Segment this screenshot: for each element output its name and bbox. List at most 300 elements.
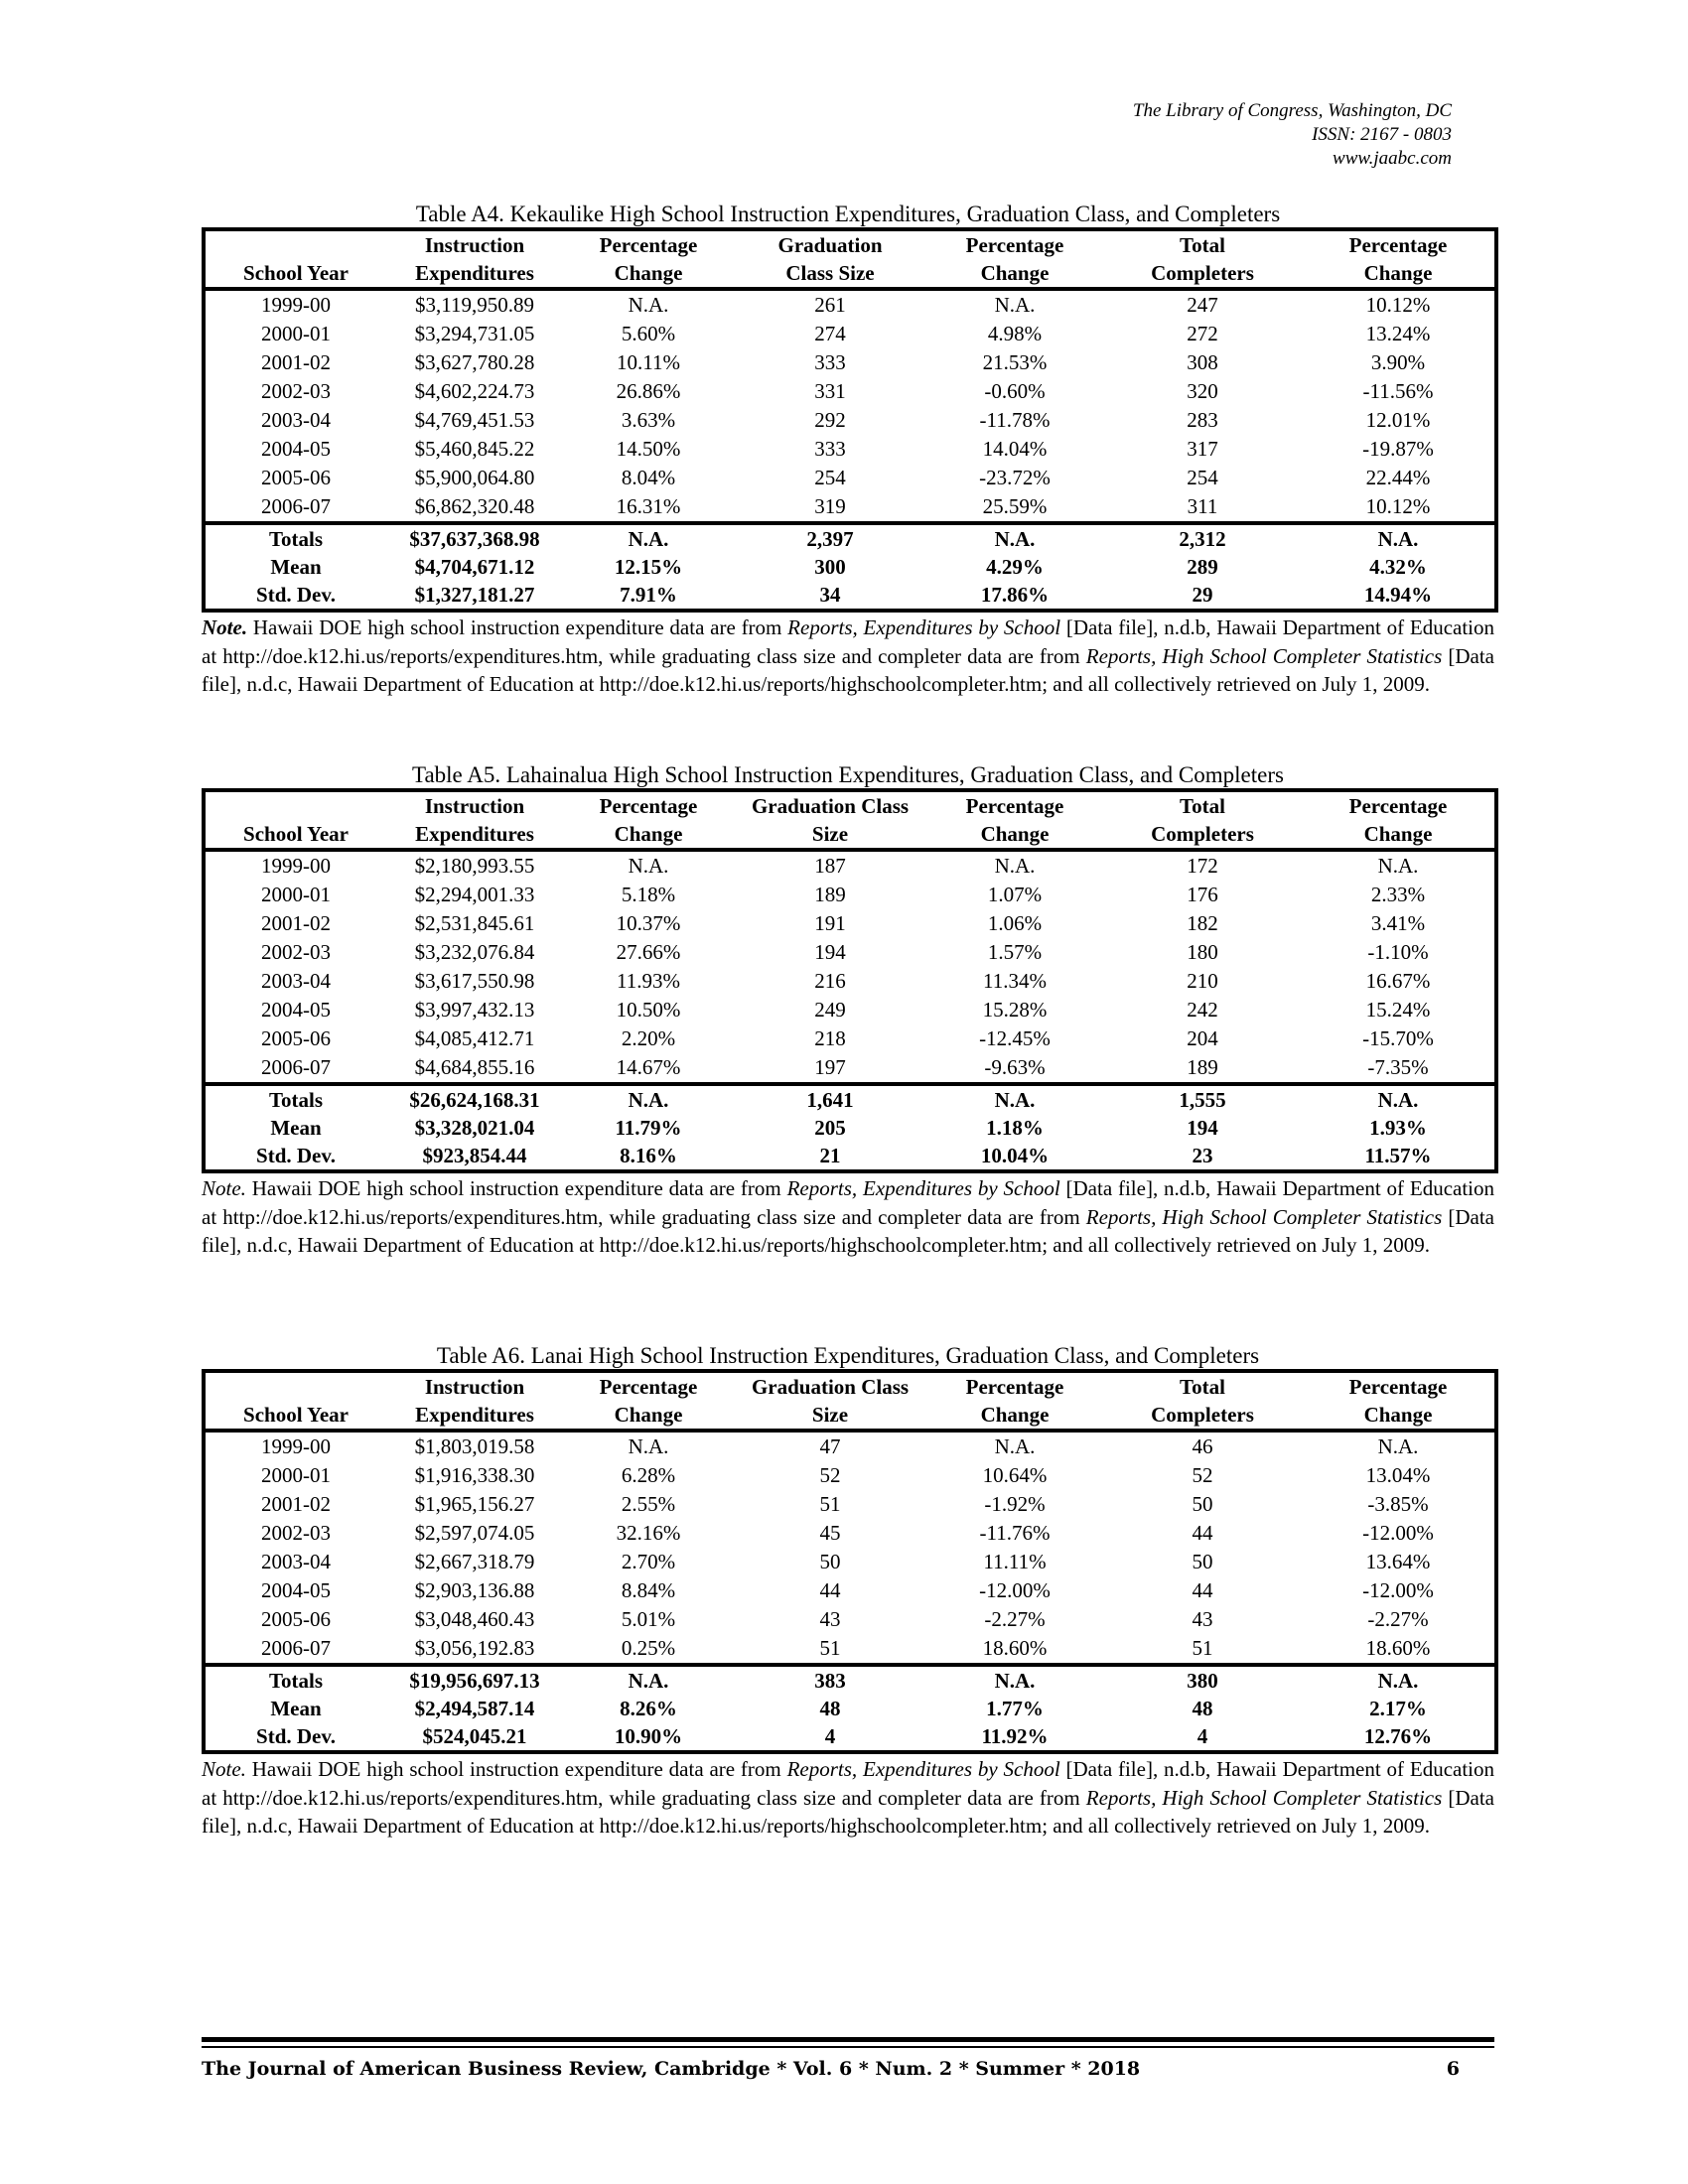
table-cell: $2,531,845.61 xyxy=(414,911,535,935)
summary-cell: N.A. xyxy=(994,1088,1036,1112)
summary-cell: 1.77% xyxy=(986,1697,1044,1720)
header-website: www.jaabc.com xyxy=(1333,148,1452,169)
summary-cell: 11.92% xyxy=(981,1724,1049,1748)
table-cell: 2005-06 xyxy=(261,1026,331,1050)
table-cell: $3,056,192.83 xyxy=(386,1634,563,1665)
table-cell: N.A. xyxy=(1377,854,1419,878)
table-cell: 2001-02 xyxy=(261,350,331,374)
page-number: 6 xyxy=(1446,2058,1460,2080)
table-cell: 1999-00 xyxy=(261,1434,331,1458)
summary-cell: 12.76% xyxy=(1363,1724,1433,1748)
table-cell: 16.67% xyxy=(1365,969,1431,993)
table-cell: 2004-05 xyxy=(261,998,331,1022)
header-row-top xyxy=(204,790,1496,820)
table-cell: 311 xyxy=(1103,492,1302,523)
summary-row xyxy=(204,553,1496,581)
note-source-title: Reports, Expenditures by School xyxy=(787,615,1061,639)
table-cell: -11.78% xyxy=(979,408,1051,432)
table-cell: 18.60% xyxy=(1302,1634,1496,1665)
column-header-line2: Class Size xyxy=(734,259,926,289)
table-cell: N.A. xyxy=(628,854,669,878)
summary-cell: 1,555 xyxy=(1179,1088,1226,1112)
table-cell: 50 xyxy=(1192,1550,1213,1573)
table-cell: -12.00% xyxy=(1362,1521,1434,1545)
data-table xyxy=(202,788,1498,1173)
table-row xyxy=(204,464,1496,492)
column-header-line2: Expenditures xyxy=(386,820,563,850)
summary-row xyxy=(204,1114,1496,1142)
table-cell: 3.41% xyxy=(1370,911,1426,935)
column-header-line2: School Year xyxy=(204,1401,386,1431)
table-cell: 2006-07 xyxy=(204,492,386,523)
summary-row xyxy=(204,1722,1496,1752)
table-cell: 43 xyxy=(819,1607,841,1631)
table-row xyxy=(204,996,1496,1024)
table-caption: Table A6. Lanai High School Instruction Expenditures, Graduation Class, and Completers xyxy=(436,1343,1260,1368)
column-header-line1: Percentage xyxy=(1348,1375,1448,1399)
summary-cell: N.A. xyxy=(628,1088,669,1112)
table-cell: 44 xyxy=(1192,1578,1213,1602)
column-header-line2: Change xyxy=(563,259,734,289)
table-cell: 2004-05 xyxy=(261,1578,331,1602)
table-row xyxy=(204,938,1496,967)
table-cell: 2003-04 xyxy=(261,1550,331,1573)
table-cell: 191 xyxy=(814,911,846,935)
table-cell: 46 xyxy=(1192,1434,1213,1458)
footer-rule-thick xyxy=(202,2037,1494,2042)
table-row xyxy=(204,377,1496,406)
summary-cell: 383 xyxy=(814,1669,846,1693)
table-cell: 2006-07 xyxy=(204,1634,386,1665)
table-row xyxy=(204,1634,1496,1665)
table-cell: 317 xyxy=(1187,437,1218,461)
header-row-bottom xyxy=(204,259,1496,289)
note-source-title: Reports, High School Completer Statistics xyxy=(1085,1204,1443,1229)
table-row xyxy=(204,1053,1496,1084)
summary-cell: 2.17% xyxy=(1369,1697,1427,1720)
column-header-line2: Expenditures xyxy=(386,1401,563,1431)
summary-cell: 10.04% xyxy=(980,1144,1050,1167)
summary-cell: 1.18% xyxy=(986,1116,1044,1140)
table-cell: -11.76% xyxy=(979,1521,1051,1545)
table-row xyxy=(204,1576,1496,1605)
table-cell: 308 xyxy=(1187,350,1218,374)
table-cell: $1,916,338.30 xyxy=(414,1463,535,1487)
table-row xyxy=(204,1461,1496,1490)
table-cell: 204 xyxy=(1187,1026,1218,1050)
table-cell: 5.01% xyxy=(621,1607,676,1631)
summary-row xyxy=(204,581,1496,611)
table-cell: 51 xyxy=(819,1492,841,1516)
table-cell: 249 xyxy=(814,998,846,1022)
table-cell: 47 xyxy=(819,1434,841,1458)
table-row xyxy=(204,320,1496,348)
note-text: [Data file], n.d.b, Hawaii Department of Education at http://doe.k12.hi.us/reports/expenditures.htm, while graduating class size and completer data are from xyxy=(202,615,1495,668)
table-cell: $3,119,950.89 xyxy=(415,293,534,317)
table-row xyxy=(204,492,1496,523)
table-cell: N.A. xyxy=(994,293,1036,317)
summary-cell: N.A. xyxy=(994,1669,1036,1693)
table-cell: 333 xyxy=(814,437,846,461)
table-cell: 3.90% xyxy=(1370,350,1426,374)
summary-cell: Std. Dev. xyxy=(256,583,336,607)
summary-row xyxy=(204,1695,1496,1722)
table-cell: 210 xyxy=(1187,969,1218,993)
note-text: [Data file], n.d.c, Hawaii Department of Education at http://doe.k12.hi.us/reports/highschoolcompleter.htm; and all collectively retrieved on July 1, 2009. xyxy=(202,643,1495,696)
table-cell: $2,180,993.55 xyxy=(414,854,535,878)
summary-cell: 4 xyxy=(1196,1724,1208,1748)
table-note xyxy=(202,614,1494,699)
summary-cell: 12.15% xyxy=(614,555,683,579)
table-cell: 13.24% xyxy=(1365,322,1431,345)
table-cell: 172 xyxy=(1187,854,1218,878)
table-cell: $1,803,019.58 xyxy=(414,1434,535,1458)
table-cell: 1999-00 xyxy=(261,854,331,878)
table-cell: 3.63% xyxy=(621,408,676,432)
table-cell: 283 xyxy=(1187,408,1218,432)
page-footer xyxy=(202,2053,1494,2085)
summary-cell: Mean xyxy=(270,1697,322,1720)
table-cell: $2,597,074.05 xyxy=(414,1521,535,1545)
table-cell: 45 xyxy=(819,1521,841,1545)
table-cell: 25.59% xyxy=(926,492,1103,523)
table-cell: 0.25% xyxy=(563,1634,734,1665)
table-row xyxy=(204,1431,1496,1461)
table-cell: 242 xyxy=(1187,998,1218,1022)
table-cell: 27.66% xyxy=(616,940,681,964)
table-cell: N.A. xyxy=(994,1434,1036,1458)
table-row xyxy=(204,435,1496,464)
column-header-line1: Percentage xyxy=(965,233,1064,257)
column-header-line2: Change xyxy=(1302,259,1496,289)
table-cell: 11.34% xyxy=(983,969,1047,993)
summary-cell: 21 xyxy=(819,1144,841,1167)
summary-cell: 300 xyxy=(814,555,846,579)
table-cell: $4,085,412.71 xyxy=(414,1026,535,1050)
table-cell: $3,294,731.05 xyxy=(414,322,535,345)
table-cell: N.A. xyxy=(628,293,669,317)
table-cell: 2003-04 xyxy=(261,969,331,993)
summary-cell: 34 xyxy=(819,583,841,607)
table-row xyxy=(204,909,1496,938)
table-a5-block xyxy=(202,762,1494,1260)
table-cell: 1.57% xyxy=(987,940,1043,964)
summary-cell: 2,397 xyxy=(806,527,854,551)
column-header-line2: Change xyxy=(926,1401,1103,1431)
data-table xyxy=(202,227,1498,613)
summary-cell: N.A. xyxy=(628,527,669,551)
note-text: Hawaii DOE high school instruction expenditure data are from xyxy=(247,615,788,639)
table-cell: 2000-01 xyxy=(261,883,331,906)
table-cell: $3,048,460.43 xyxy=(414,1607,535,1631)
summary-cell: Mean xyxy=(270,1116,322,1140)
column-header-line2: Change xyxy=(926,820,1103,850)
table-cell: -1.10% xyxy=(1367,940,1429,964)
table-cell: -3.85% xyxy=(1367,1492,1429,1516)
note-text: [Data file], n.d.b, Hawaii Department of Education at http://doe.k12.hi.us/reports/expenditures.htm, while graduating class size and completer data are from xyxy=(202,1176,1495,1229)
table-cell: $3,232,076.84 xyxy=(414,940,535,964)
table-row xyxy=(204,967,1496,996)
table-cell: 11.93% xyxy=(617,969,680,993)
table-cell: 274 xyxy=(814,322,846,345)
table-cell: -23.72% xyxy=(979,466,1051,489)
table-cell: 2002-03 xyxy=(261,1521,331,1545)
table-cell: 1.06% xyxy=(987,911,1043,935)
table-caption: Table A5. Lahainalua High School Instruction Expenditures, Graduation Class, and Completers xyxy=(412,762,1284,787)
column-header-line1: Total xyxy=(1180,1375,1225,1399)
summary-cell: 10.90% xyxy=(614,1724,683,1748)
column-header-line1: Percentage xyxy=(965,794,1064,818)
table-row xyxy=(204,1519,1496,1548)
summary-cell: Totals xyxy=(268,1088,324,1112)
table-cell: 2000-01 xyxy=(261,1463,331,1487)
summary-row xyxy=(204,1142,1496,1171)
column-header-line1: Percentage xyxy=(599,1375,698,1399)
table-cell: 13.64% xyxy=(1365,1550,1431,1573)
column-header-line1: Graduation xyxy=(777,233,883,257)
table-cell: 2.70% xyxy=(621,1550,676,1573)
table-cell: 52 xyxy=(819,1463,841,1487)
column-header-line1: Total xyxy=(1180,233,1225,257)
table-row xyxy=(204,289,1496,320)
header-row-bottom xyxy=(204,820,1496,850)
summary-cell: 7.91% xyxy=(620,583,677,607)
table-cell: $4,602,224.73 xyxy=(414,379,535,403)
column-header-line2: School Year xyxy=(204,820,386,850)
table-cell: 43 xyxy=(1192,1607,1213,1631)
table-cell: 10.11% xyxy=(617,350,680,374)
table-cell: 292 xyxy=(814,408,846,432)
summary-cell: 29 xyxy=(1192,583,1213,607)
table-cell: 14.04% xyxy=(982,437,1048,461)
summary-cell: 289 xyxy=(1187,555,1218,579)
table-cell: 2001-02 xyxy=(261,1492,331,1516)
summary-cell: 48 xyxy=(1192,1697,1213,1720)
table-cell: $1,965,156.27 xyxy=(414,1492,535,1516)
summary-cell: 194 xyxy=(1187,1116,1218,1140)
table-cell: 1999-00 xyxy=(261,293,331,317)
table-cell: 12.01% xyxy=(1365,408,1431,432)
table-cell: 2.55% xyxy=(621,1492,676,1516)
column-header-line1: Percentage xyxy=(1348,794,1448,818)
note-label: Note. xyxy=(202,615,248,639)
summary-cell: Totals xyxy=(268,527,324,551)
note-text: [Data file], n.d.c, Hawaii Department of Education at http://doe.k12.hi.us/reports/highschoolcompleter.htm; and all collectively retrieved on July 1, 2009. xyxy=(202,1204,1495,1257)
table-row xyxy=(204,1605,1496,1634)
table-cell: 254 xyxy=(1187,466,1218,489)
table-cell: 1.07% xyxy=(987,883,1043,906)
table-cell: 189 xyxy=(1103,1053,1302,1084)
table-cell: 254 xyxy=(814,466,846,489)
table-cell: 26.86% xyxy=(616,379,681,403)
table-cell: N.A. xyxy=(628,1434,669,1458)
summary-cell: 4 xyxy=(824,1724,836,1748)
summary-cell: 17.86% xyxy=(980,583,1050,607)
header-row-top xyxy=(204,229,1496,259)
column-header-line2: Change xyxy=(563,1401,734,1431)
table-cell: 15.24% xyxy=(1365,998,1431,1022)
summary-cell: 205 xyxy=(814,1116,846,1140)
table-cell: -12.45% xyxy=(979,1026,1051,1050)
summary-row xyxy=(204,1084,1496,1114)
column-header-line1: Instruction xyxy=(424,233,525,257)
table-cell: 218 xyxy=(814,1026,846,1050)
summary-cell: N.A. xyxy=(1377,1669,1419,1693)
table-caption: Table A4. Kekaulike High School Instruction Expenditures, Graduation Class, and Completers xyxy=(415,202,1281,226)
table-cell: 2006-07 xyxy=(204,1053,386,1084)
table-cell: 5.18% xyxy=(621,883,676,906)
summary-row xyxy=(204,1665,1496,1695)
table-cell: 216 xyxy=(814,969,846,993)
table-cell: 21.53% xyxy=(982,350,1048,374)
table-cell: 197 xyxy=(734,1053,926,1084)
table-cell: 4.98% xyxy=(987,322,1043,345)
footer-journal: The Journal of American Business Review, Cambridge * Vol. 6 * Num. 2 * Summer * 2018 xyxy=(202,2058,1141,2080)
summary-cell: N.A. xyxy=(1377,527,1419,551)
table-cell: 10.12% xyxy=(1365,293,1431,317)
table-cell: 2003-04 xyxy=(261,408,331,432)
table-row xyxy=(204,406,1496,435)
header-row-top xyxy=(204,1371,1496,1401)
table-note xyxy=(202,1174,1494,1260)
table-cell: 2004-05 xyxy=(261,437,331,461)
summary-cell: Mean xyxy=(270,555,322,579)
table-cell: 2002-03 xyxy=(261,940,331,964)
table-cell: 51 xyxy=(734,1634,926,1665)
table-cell: $6,862,320.48 xyxy=(386,492,563,523)
table-cell: -12.00% xyxy=(1362,1578,1434,1602)
table-cell: 247 xyxy=(1187,293,1218,317)
column-header-line1: Graduation Class xyxy=(751,1375,910,1399)
column-header-line1: Graduation Class xyxy=(751,794,910,818)
table-cell: 10.50% xyxy=(616,998,681,1022)
note-source-title: Reports, Expenditures by School xyxy=(786,1757,1060,1781)
note-text: [Data file], n.d.b, Hawaii Department of Education at http://doe.k12.hi.us/reports/expenditures.htm, while graduating class size and completer data are from xyxy=(202,1757,1495,1810)
table-cell: 2005-06 xyxy=(261,1607,331,1631)
table-cell: 13.04% xyxy=(1365,1463,1431,1487)
table-cell: 272 xyxy=(1187,322,1218,345)
column-header-line2: Size xyxy=(734,820,926,850)
summary-cell: 48 xyxy=(819,1697,841,1720)
table-cell: 6.28% xyxy=(621,1463,676,1487)
column-header-line1 xyxy=(204,1371,386,1401)
column-header-line1: Percentage xyxy=(599,233,698,257)
summary-cell: $4,704,671.12 xyxy=(414,555,535,579)
summary-cell: 1.93% xyxy=(1369,1116,1427,1140)
table-cell: 187 xyxy=(814,854,846,878)
table-cell: 18.60% xyxy=(926,1634,1103,1665)
table-a6-block xyxy=(202,1343,1494,1841)
summary-cell: 23 xyxy=(1192,1144,1213,1167)
table-cell: 2002-03 xyxy=(261,379,331,403)
table-cell: $2,294,001.33 xyxy=(414,883,535,906)
summary-cell: Std. Dev. xyxy=(256,1144,336,1167)
table-row xyxy=(204,881,1496,909)
table-cell: 331 xyxy=(814,379,846,403)
column-header-line1: Percentage xyxy=(1348,233,1448,257)
table-cell: 15.28% xyxy=(982,998,1048,1022)
table-cell: 2.33% xyxy=(1370,883,1426,906)
table-cell: 8.04% xyxy=(621,466,676,489)
table-cell: 320 xyxy=(1187,379,1218,403)
table-cell: 50 xyxy=(819,1550,841,1573)
table-cell: 333 xyxy=(814,350,846,374)
table-row xyxy=(204,348,1496,377)
table-cell: 182 xyxy=(1187,911,1218,935)
table-cell: -11.56% xyxy=(1362,379,1434,403)
table-cell: 14.67% xyxy=(563,1053,734,1084)
table-cell: -0.60% xyxy=(984,379,1046,403)
column-header-line2: Change xyxy=(1302,820,1496,850)
table-cell: 189 xyxy=(814,883,846,906)
note-text: Hawaii DOE high school instruction expenditure data are from xyxy=(245,1176,787,1200)
column-header-line2: Change xyxy=(563,820,734,850)
table-cell: $3,617,550.98 xyxy=(414,969,535,993)
column-header-line1 xyxy=(204,229,386,259)
table-cell: $4,769,451.53 xyxy=(414,408,535,432)
column-header-line2: Completers xyxy=(1103,259,1302,289)
summary-cell: Totals xyxy=(268,1669,324,1693)
table-cell: $5,900,064.80 xyxy=(414,466,535,489)
table-cell: $5,460,845.22 xyxy=(414,437,535,461)
column-header-line1: Percentage xyxy=(599,794,698,818)
table-cell: 11.11% xyxy=(983,1550,1047,1573)
table-cell: 44 xyxy=(819,1578,841,1602)
table-cell: -2.27% xyxy=(984,1607,1046,1631)
table-cell: $2,667,318.79 xyxy=(414,1550,535,1573)
table-cell: $4,684,855.16 xyxy=(386,1053,563,1084)
summary-cell: $524,045.21 xyxy=(422,1724,527,1748)
summary-cell: $37,637,368.98 xyxy=(409,527,540,551)
table-cell: 2.20% xyxy=(621,1026,676,1050)
data-table xyxy=(202,1369,1498,1754)
summary-cell: 8.16% xyxy=(620,1144,677,1167)
table-cell: -19.87% xyxy=(1362,437,1434,461)
note-source-title: Reports, Expenditures by School xyxy=(786,1176,1060,1200)
table-cell: 14.50% xyxy=(616,437,681,461)
note-text: [Data file], n.d.c, Hawaii Department of Education at http://doe.k12.hi.us/reports/highschoolcompleter.htm; and all collectively retrieved on July 1, 2009. xyxy=(202,1785,1495,1838)
table-cell: 16.31% xyxy=(563,492,734,523)
table-a4-block xyxy=(202,202,1494,699)
column-header-line2: Change xyxy=(926,259,1103,289)
column-header-line2: Completers xyxy=(1103,1401,1302,1431)
summary-cell: $3,328,021.04 xyxy=(414,1116,535,1140)
column-header-line2: School Year xyxy=(204,259,386,289)
note-source-title: Reports, High School Completer Statistics xyxy=(1085,643,1443,668)
summary-cell: $923,854.44 xyxy=(422,1144,527,1167)
table-cell: -7.35% xyxy=(1302,1053,1496,1084)
summary-cell: $19,956,697.13 xyxy=(409,1669,540,1693)
summary-cell: N.A. xyxy=(1377,1088,1419,1112)
column-header-line1: Total xyxy=(1180,794,1225,818)
table-row xyxy=(204,1490,1496,1519)
table-cell: -9.63% xyxy=(926,1053,1103,1084)
header-row-bottom xyxy=(204,1401,1496,1431)
table-cell: -12.00% xyxy=(979,1578,1051,1602)
column-header-line2: Completers xyxy=(1103,820,1302,850)
header-issn: ISSN: 2167 - 0803 xyxy=(1312,124,1452,145)
column-header-line2: Change xyxy=(1302,1401,1496,1431)
table-row xyxy=(204,1548,1496,1576)
table-cell: -1.92% xyxy=(984,1492,1046,1516)
column-header-line1: Instruction xyxy=(424,1375,525,1399)
table-cell: 51 xyxy=(1103,1634,1302,1665)
table-cell: 176 xyxy=(1187,883,1218,906)
table-row xyxy=(204,1024,1496,1053)
table-cell: 8.84% xyxy=(621,1578,676,1602)
table-cell: 194 xyxy=(814,940,846,964)
table-cell: $3,627,780.28 xyxy=(414,350,535,374)
